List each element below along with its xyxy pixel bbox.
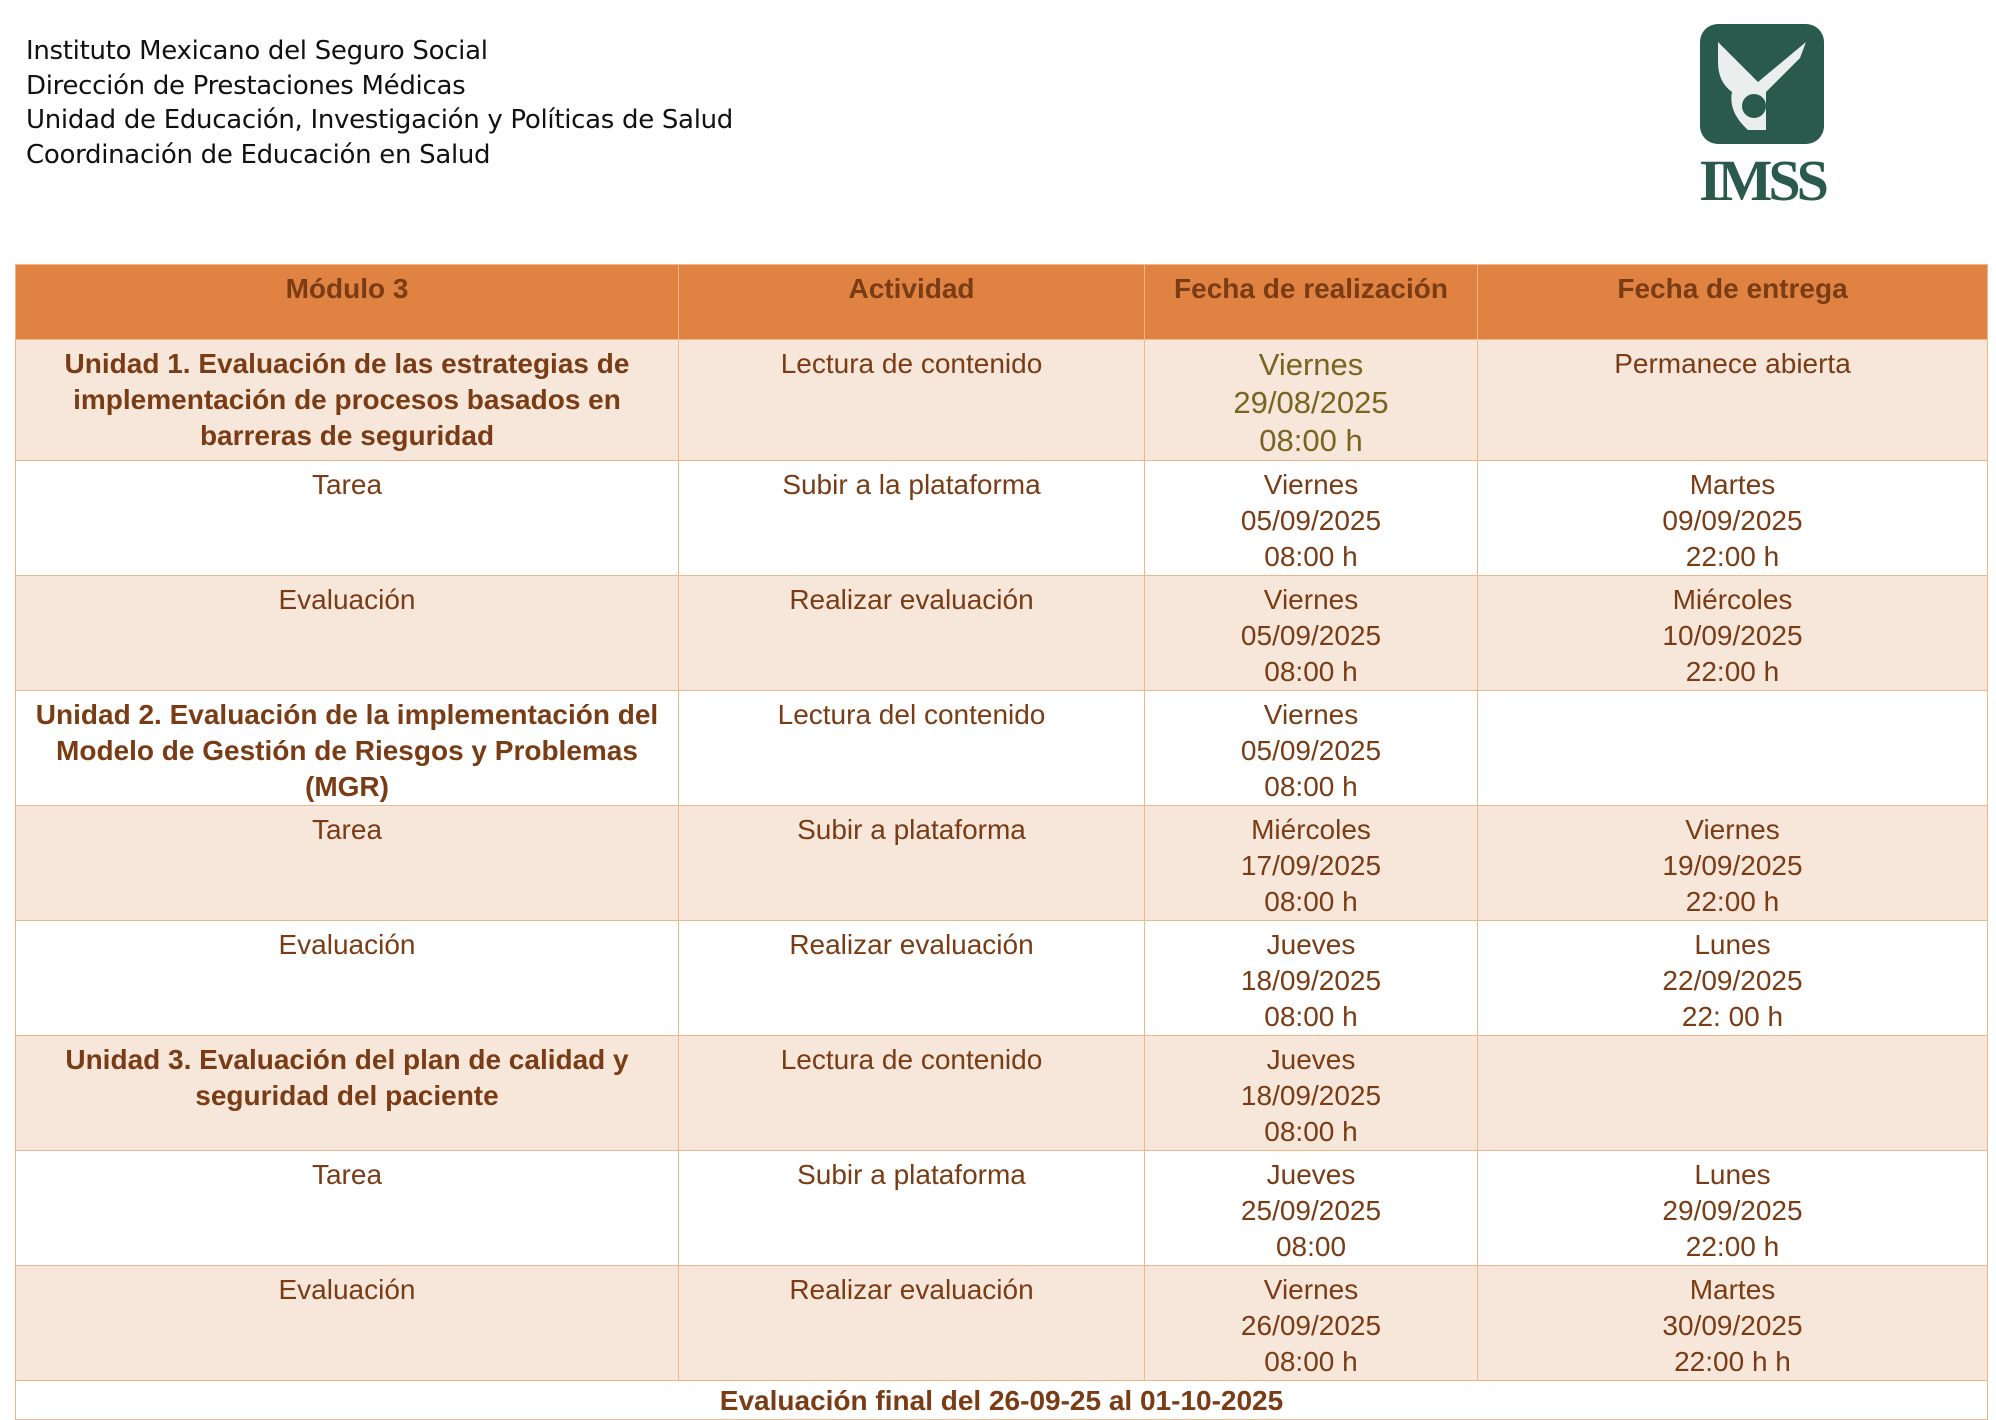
realization-date-cell-line: 08:00 [1275,1231,1347,1262]
table-row [16,806,1988,921]
delivery-date-cell-line: Martes [1689,469,1776,500]
realization-date-cell-line: 18/09/2025 [1240,1080,1382,1111]
realization-date-cell-line: 08:00 h [1264,656,1358,687]
realization-date-cell-line: 08:00 h [1264,1346,1358,1377]
delivery-date-cell [1478,576,1988,691]
table-row [16,1151,1988,1266]
module-cell: Evaluación [16,921,679,1036]
module-cell: Tarea [16,461,679,576]
activity-cell: Realizar evaluación [679,921,1145,1036]
delivery-date-cell-line: 29/09/2025 [1662,1195,1803,1226]
realization-date-cell-line: Jueves [1266,929,1356,960]
realization-date-cell-line: 25/09/2025 [1240,1195,1382,1226]
delivery-date-cell [1478,1151,1988,1266]
realization-date-cell [1145,806,1478,921]
activity-cell: Subir a plataforma [679,1151,1145,1266]
realization-date-cell-line: Jueves [1266,1044,1356,1075]
header-line: Dirección de Prestaciones Médicas [26,70,466,101]
module-cell: Evaluación [16,1266,679,1381]
module-cell: Unidad 2. Evaluación de la implementación del Modelo de Gestión de Riesgos y Problemas (MGR) [16,691,679,806]
column-header: Fecha de realización [1145,265,1478,340]
header-line: Coordinación de Educación en Salud [26,139,491,170]
activity-cell: Realizar evaluación [679,1266,1145,1381]
delivery-date-cell-line: Viernes [1685,814,1780,845]
delivery-date-cell-line: 30/09/2025 [1662,1310,1803,1341]
module-cell: Evaluación [16,576,679,691]
realization-date-cell-line: 05/09/2025 [1240,505,1382,536]
table-row [16,576,1988,691]
realization-date-cell-line: Viernes [1263,584,1359,615]
realization-date-cell-line: 08:00 h [1264,1001,1358,1032]
activity-cell: Lectura de contenido [679,340,1145,461]
column-header: Actividad [679,265,1145,340]
delivery-date-cell-line: 10/09/2025 [1662,620,1803,651]
realization-date-cell-line: Viernes [1263,699,1359,730]
schedule-table [15,264,1988,1420]
realization-date-cell-line: 08:00 h [1264,1116,1358,1147]
activity-cell: Subir a plataforma [679,806,1145,921]
table-header-row [16,265,1988,340]
delivery-date-cell [1478,340,1988,461]
header-line: Instituto Mexicano del Seguro Social [26,36,488,66]
delivery-date-cell [1478,1266,1988,1381]
final-evaluation-row [16,1381,1988,1420]
realization-date-cell [1145,576,1478,691]
module-cell: Tarea [16,806,679,921]
final-evaluation-text: Evaluación final del 26-09-25 al 01-10-2025 [16,1381,1988,1420]
delivery-date-cell [1478,806,1988,921]
table-row [16,1036,1988,1151]
delivery-date-cell-line: Permanece abierta [1614,348,1851,379]
realization-date-cell-line: 08:00 h [1259,423,1363,458]
column-header: Fecha de entrega [1478,265,1988,340]
delivery-date-cell-line: 09/09/2025 [1662,505,1803,536]
delivery-date-cell-line: Lunes [1694,1159,1771,1190]
module-cell: Unidad 3. Evaluación del plan de calidad y seguridad del paciente [16,1036,679,1151]
realization-date-cell-line: 08:00 h [1264,541,1358,572]
table-row [16,340,1988,461]
activity-cell: Realizar evaluación [679,576,1145,691]
delivery-date-cell-line: 22:00 h [1685,541,1780,572]
realization-date-cell-line: Jueves [1266,1159,1356,1190]
column-header: Módulo 3 [16,265,679,340]
realization-date-cell-line: 08:00 h [1264,886,1358,917]
delivery-date-cell [1478,921,1988,1036]
module-cell: Unidad 1. Evaluación de las estrategias de implementación de procesos basados en barreras de seguridad [16,340,679,461]
delivery-date-cell-line: 22:00 h [1685,656,1780,687]
realization-date-cell [1145,1151,1478,1266]
delivery-date-cell-line: 22:00 h [1685,1231,1780,1262]
delivery-date-cell-line: Lunes [1694,929,1771,960]
realization-date-cell-line: 29/08/2025 [1233,385,1389,420]
delivery-date-cell-line: Miércoles [1672,584,1793,615]
realization-date-cell-line: 08:00 h [1264,771,1358,802]
realization-date-cell-line: 05/09/2025 [1240,735,1382,766]
delivery-date-cell [1478,691,1988,806]
realization-date-cell-line: Viernes [1263,469,1359,500]
activity-cell: Subir a la plataforma [679,461,1145,576]
realization-date-cell-line: 26/09/2025 [1240,1310,1382,1341]
delivery-date-cell-line: Martes [1689,1274,1776,1305]
realization-date-cell [1145,461,1478,576]
realization-date-cell [1145,921,1478,1036]
activity-cell: Lectura del contenido [679,691,1145,806]
institution-header [26,34,733,172]
svg-text:IMSS: IMSS [1699,148,1825,204]
activity-cell: Lectura de contenido [679,1036,1145,1151]
imss-logo [1688,22,1836,204]
realization-date-cell [1145,1266,1478,1381]
realization-date-cell [1145,340,1478,461]
delivery-date-cell-line: 19/09/2025 [1662,850,1803,881]
delivery-date-cell-line: 22: 00 h [1681,1001,1784,1032]
header-line: Unidad de Educación, Investigación y Políticas de Salud [26,105,733,135]
delivery-date-cell [1478,1036,1988,1151]
table-row [16,921,1988,1036]
table-row [16,1266,1988,1381]
module-cell: Tarea [16,1151,679,1266]
realization-date-cell [1145,1036,1478,1151]
realization-date-cell-line: 05/09/2025 [1240,620,1382,651]
delivery-date-cell-line: 22:00 h h [1674,1346,1791,1377]
table-row [16,691,1988,806]
delivery-date-cell-line: 22:00 h [1685,886,1780,917]
table-row [16,461,1988,576]
realization-date-cell [1145,691,1478,806]
realization-date-cell-line: 17/09/2025 [1240,850,1382,881]
realization-date-cell-line: Viernes [1258,347,1364,382]
delivery-date-cell [1478,461,1988,576]
realization-date-cell-line: 18/09/2025 [1240,965,1382,996]
delivery-date-cell-line: 22/09/2025 [1662,965,1803,996]
realization-date-cell-line: Miércoles [1251,814,1371,845]
realization-date-cell-line: Viernes [1263,1274,1359,1305]
